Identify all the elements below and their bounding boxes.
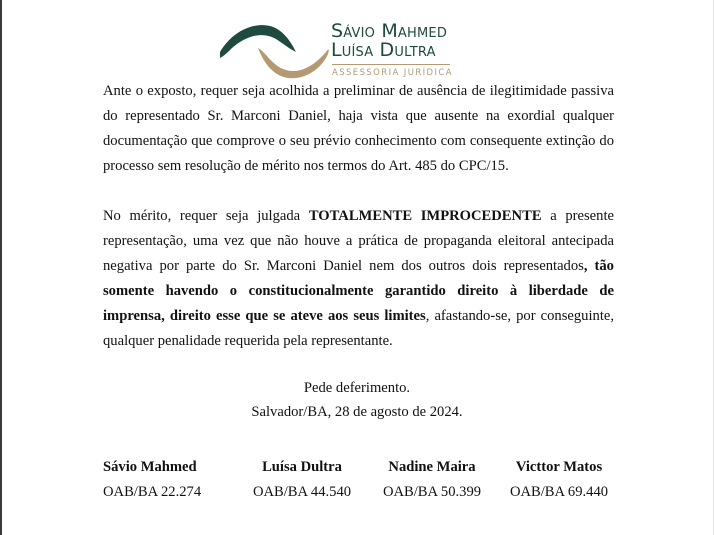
closing-request: Pede deferimento. — [303, 380, 411, 396]
signatory-oab: OAB/BA 69.440 — [509, 484, 609, 500]
logo-green-wave — [220, 25, 296, 58]
signatory — [509, 455, 609, 505]
signatory-name: Luísa Dultra — [262, 459, 342, 475]
signatory — [103, 455, 201, 505]
logo-divider — [332, 64, 450, 65]
logo-gold-wave — [258, 48, 329, 78]
signatory-oab: OAB/BA 22.274 — [103, 484, 202, 500]
merit-bold-1: TOTALMENTE IMPROCEDENTE — [308, 208, 542, 224]
logo-name-line2: Luísa Dultra — [331, 39, 436, 61]
signatory-oab: OAB/BA 44.540 — [252, 484, 352, 500]
merit-bold-2: , tão somente havendo o constitucionalmente garantido direito à liberdade de imprensa, direito esse que se ateve aos seus limites — [103, 258, 614, 324]
paragraph-merit — [103, 204, 614, 354]
merit-text-3: , afastando-se, por conseguinte, qualquer penalidade requerida pela representante. — [103, 308, 615, 349]
signatory — [252, 455, 352, 505]
paragraph-preliminary: Ante o exposto, requer seja acolhida a preliminar de ausência de ilegitimidade passiva do representado Sr. Marconi Daniel, haja vista que ausente na exordial qualquer documentação que comprove o seu prévio conhecimento com consequente extinção do processo sem resolução de mérito nos termos do Art. 485 do CPC/15. — [103, 83, 614, 174]
merit-text-1: No mérito, requer seja julgada — [103, 208, 309, 224]
signatory — [382, 455, 482, 505]
merit-text-2: a presente representação, uma vez que não houve a prática de propaganda eleitoral antecipada negativa por parte do Sr. Marconi Daniel nem dos outros dois representados — [103, 208, 614, 274]
firm-logo — [218, 18, 468, 82]
signatory-oab: OAB/BA 50.399 — [382, 484, 482, 500]
signatory-name: Sávio Mahmed — [103, 459, 197, 475]
logo-subtitle: ASSESSORIA JURÍDICA — [332, 68, 453, 78]
signatory-name: Victtor Matos — [515, 459, 603, 475]
place-date: Salvador/BA, 28 de agosto de 2024. — [251, 404, 463, 420]
signatory-name: Nadine Maira — [388, 459, 476, 475]
logo-firm-name — [331, 22, 447, 60]
logo-wave-icon — [218, 18, 330, 80]
logo-name-line1: Sávio Mahmed — [331, 20, 448, 42]
page-left-border — [0, 0, 2, 535]
